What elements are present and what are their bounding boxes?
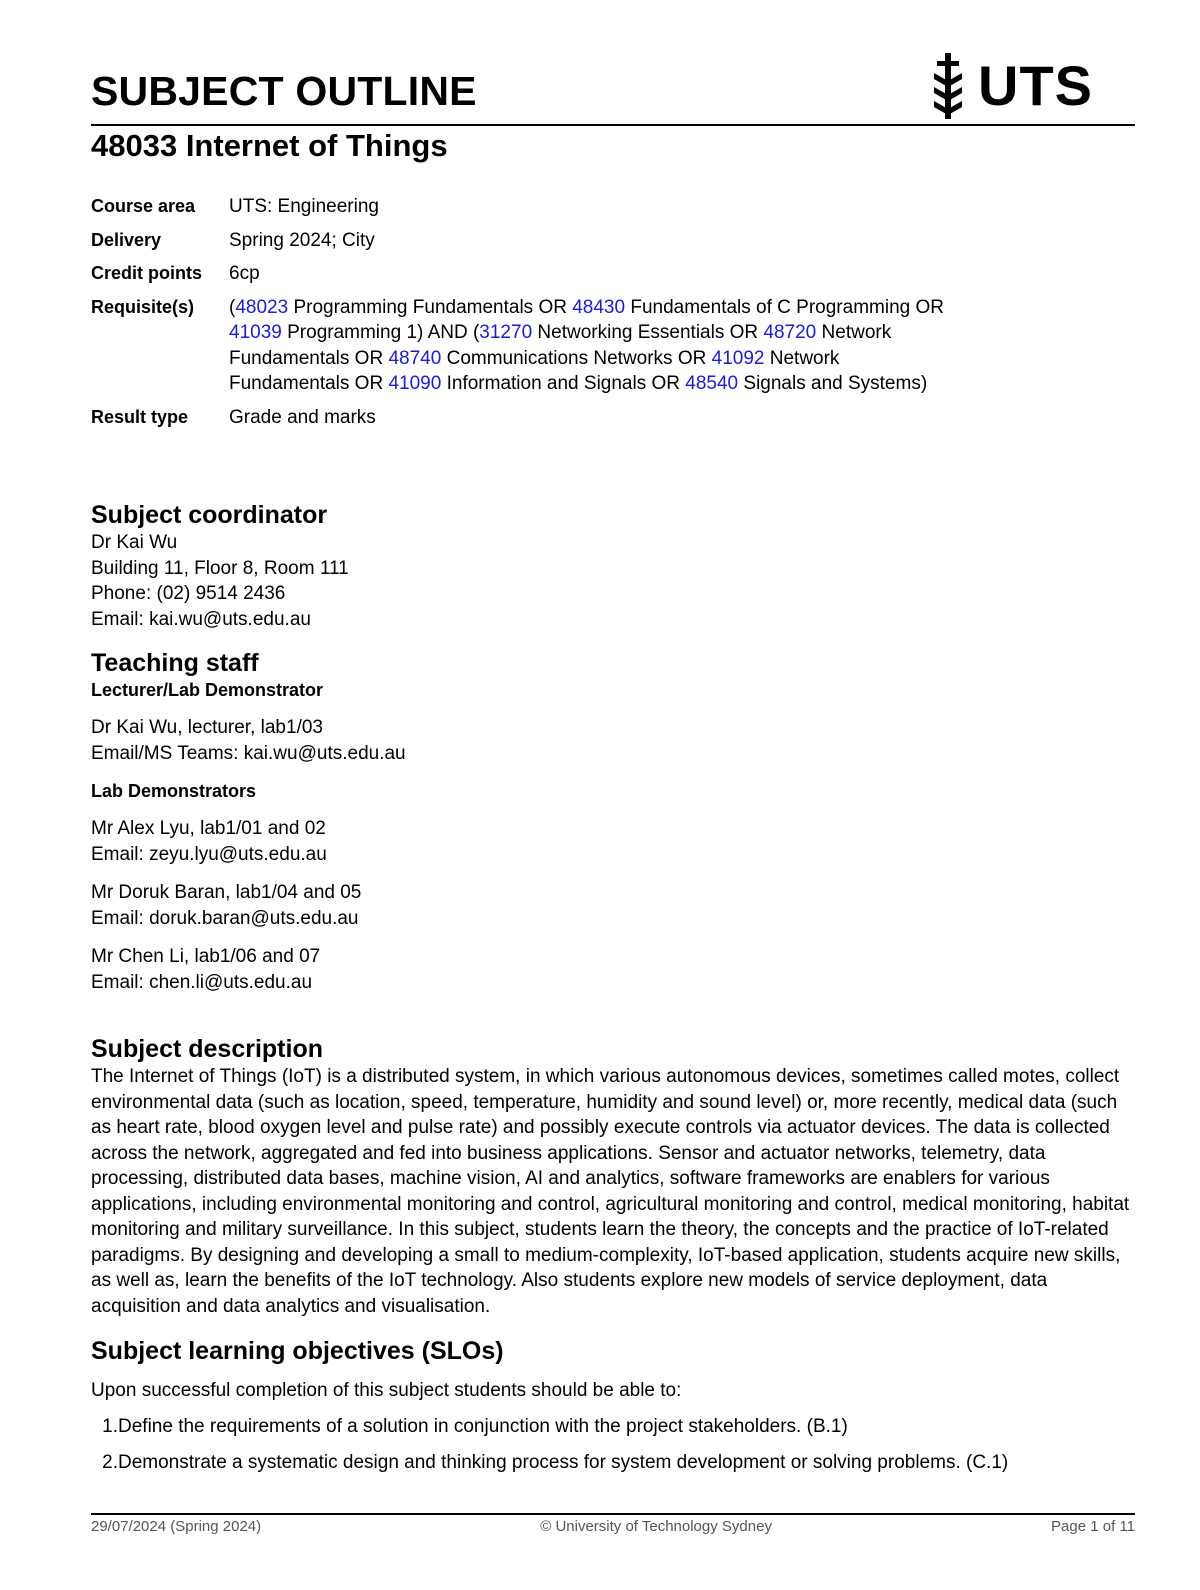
coordinator-name: Dr Kai Wu bbox=[91, 532, 178, 553]
page-footer bbox=[91, 1518, 1135, 1535]
requisite-link-41039[interactable]: 41039 bbox=[229, 322, 282, 343]
result-type-row bbox=[91, 405, 971, 431]
delivery-row bbox=[91, 228, 971, 254]
slos-heading: Subject learning objectives (SLOs) bbox=[91, 1337, 504, 1365]
requisite-text: Programming 1) AND ( bbox=[287, 322, 480, 343]
demonstrator-line: Mr Doruk Baran, lab1/04 and 05 bbox=[91, 882, 362, 903]
coordinator-location: Building 11, Floor 8, Room 111 bbox=[91, 557, 349, 579]
slo-item bbox=[91, 1450, 1135, 1476]
uts-logo bbox=[928, 50, 1093, 122]
subject-description-section bbox=[91, 1034, 1135, 1319]
teaching-staff-section bbox=[91, 648, 1135, 995]
slos-list bbox=[91, 1414, 1135, 1476]
uts-crest-icon bbox=[928, 51, 968, 121]
delivery-value: Spring 2024; City bbox=[229, 229, 375, 251]
subject-details bbox=[91, 194, 971, 438]
requisite-link-48720[interactable]: 48720 bbox=[763, 322, 817, 343]
footer-copyright: © University of Technology Sydney bbox=[540, 1518, 772, 1535]
slo-text: Demonstrate a systematic design and thinking process for system development or solving problems. (C.1) bbox=[118, 1451, 1009, 1473]
requisite-text: Communications Networks OR bbox=[446, 347, 707, 369]
coordinator-email: Email: kai.wu@uts.edu.au bbox=[91, 608, 311, 630]
requisite-link-41090[interactable]: 41090 bbox=[388, 373, 442, 394]
requisites-label: Requisite(s) bbox=[91, 296, 195, 317]
coordinator-phone: Phone: (02) 9514 2436 bbox=[91, 583, 286, 604]
lab-demonstrators-heading: Lab Demonstrators bbox=[91, 781, 257, 801]
header-divider bbox=[91, 124, 1135, 126]
slo-number: 2. bbox=[102, 1451, 118, 1473]
course-area-label: Course area bbox=[91, 196, 196, 216]
course-area-row bbox=[91, 194, 971, 220]
demonstrator-item bbox=[91, 816, 1135, 867]
requisite-text: Programming Fundamentals OR bbox=[293, 296, 567, 318]
requisite-link-48430[interactable]: 48430 bbox=[572, 296, 626, 318]
requisite-link-41092[interactable]: 41092 bbox=[711, 347, 765, 369]
demonstrator-email: Email: chen.li@uts.edu.au bbox=[91, 971, 313, 993]
requisite-text: Fundamentals of C Programming OR bbox=[630, 296, 944, 318]
lecturer-email: Email/MS Teams: kai.wu@uts.edu.au bbox=[91, 742, 406, 764]
requisite-link-48740[interactable]: 48740 bbox=[388, 347, 442, 369]
demonstrator-line: Mr Chen Li, lab1/06 and 07 bbox=[91, 946, 321, 967]
requisite-link-48540[interactable]: 48540 bbox=[685, 373, 739, 394]
result-type-label: Result type bbox=[91, 406, 189, 427]
demonstrator-email: Email: doruk.baran@uts.edu.au bbox=[91, 907, 359, 929]
demonstrator-item bbox=[91, 880, 1135, 931]
subject-coordinator-section bbox=[91, 500, 1135, 632]
slo-text: Define the requirements of a solution in conjunction with the project stakeholders. (B.1) bbox=[118, 1415, 848, 1437]
requisite-text: Network Fundamentals OR bbox=[229, 322, 892, 369]
credit-points-value: 6cp bbox=[229, 263, 260, 284]
lecturer-block bbox=[91, 715, 1135, 766]
slo-item bbox=[91, 1414, 1135, 1440]
requisite-text: Signals and Systems) bbox=[743, 373, 928, 394]
slos-intro: Upon successful completion of this subject students should be able to: bbox=[91, 1380, 682, 1401]
result-type-value: Grade and marks bbox=[229, 406, 376, 428]
course-area-value: UTS: Engineering bbox=[229, 196, 379, 217]
uts-logo-text: UTS bbox=[978, 54, 1093, 117]
slo-number: 1. bbox=[102, 1415, 118, 1437]
delivery-label: Delivery bbox=[91, 229, 162, 250]
requisite-text: Networking Essentials OR bbox=[537, 322, 759, 343]
footer-date: 29/07/2024 (Spring 2024) bbox=[91, 1518, 262, 1535]
lecturer-line: Dr Kai Wu, lecturer, lab1/03 bbox=[91, 717, 323, 738]
footer-divider bbox=[91, 1513, 1135, 1515]
requisite-link-48023[interactable]: 48023 bbox=[235, 296, 289, 318]
footer-page-number: Page 1 of 11 bbox=[1051, 1518, 1135, 1535]
credit-points-row bbox=[91, 261, 971, 287]
document-heading: SUBJECT OUTLINE bbox=[91, 68, 477, 114]
credit-points-label: Credit points bbox=[91, 263, 202, 283]
subject-title: 48033 Internet of Things bbox=[91, 128, 448, 163]
slos-section bbox=[91, 1336, 1135, 1476]
teaching-staff-heading: Teaching staff bbox=[91, 649, 259, 677]
subject-description-heading: Subject description bbox=[91, 1035, 323, 1063]
subject-coordinator-heading: Subject coordinator bbox=[91, 501, 328, 529]
lecturer-subheading: Lecturer/Lab Demonstrator bbox=[91, 680, 324, 700]
demonstrator-line: Mr Alex Lyu, lab1/01 and 02 bbox=[91, 818, 326, 839]
requisite-text: Information and Signals OR bbox=[446, 373, 680, 394]
requisites-value: (48023 Programming Fundamentals OR 48430 Fundamentals of C Programming OR 41039 Programming 1) AND (31270 Networking Essentials OR 48720 Network Fundamentals OR 48740 Communications Networks OR 41092 Network Fundamentals OR 41090 Information and Signals OR 48540 Signals and Systems) bbox=[229, 296, 944, 394]
requisite-link-31270[interactable]: 31270 bbox=[479, 322, 533, 343]
requisites-row bbox=[91, 295, 971, 397]
requisite-text: Network Fundamentals OR bbox=[229, 347, 840, 394]
subject-description-text: The Internet of Things (IoT) is a distributed system, in which various autonomous devices, sometimes called motes, collect environmental data (such as location, speed, temperature, humidity and sound level) or, more recently, medical data (such as heart rate, blood oxygen level and pulse rate) and possibly execute controls via actuator devices. The data is collected across the network, aggregated and fed into business applications. Sensor and actuator networks, telemetry, data processing, distributed data bases, machine vision, AI and analytics, software frameworks are enablers for various applications, including environmental monitoring and control, agricultural monitoring and control, medical monitoring, habitat monitoring and military surveillance. In this subject, students learn the theory, the concepts and the practice of IoT-related paradigms. By designing and developing a small to medium-complexity, IoT-based application, students acquire new skills, as well as, learn the benefits of the IoT technology. Also students explore new models of service deployment, data acquisition and data analytics and visualisation. bbox=[91, 1066, 1130, 1317]
lab-demonstrators-block bbox=[91, 779, 1135, 803]
demonstrator-item bbox=[91, 944, 1135, 995]
demonstrator-email: Email: zeyu.lyu@uts.edu.au bbox=[91, 843, 327, 865]
